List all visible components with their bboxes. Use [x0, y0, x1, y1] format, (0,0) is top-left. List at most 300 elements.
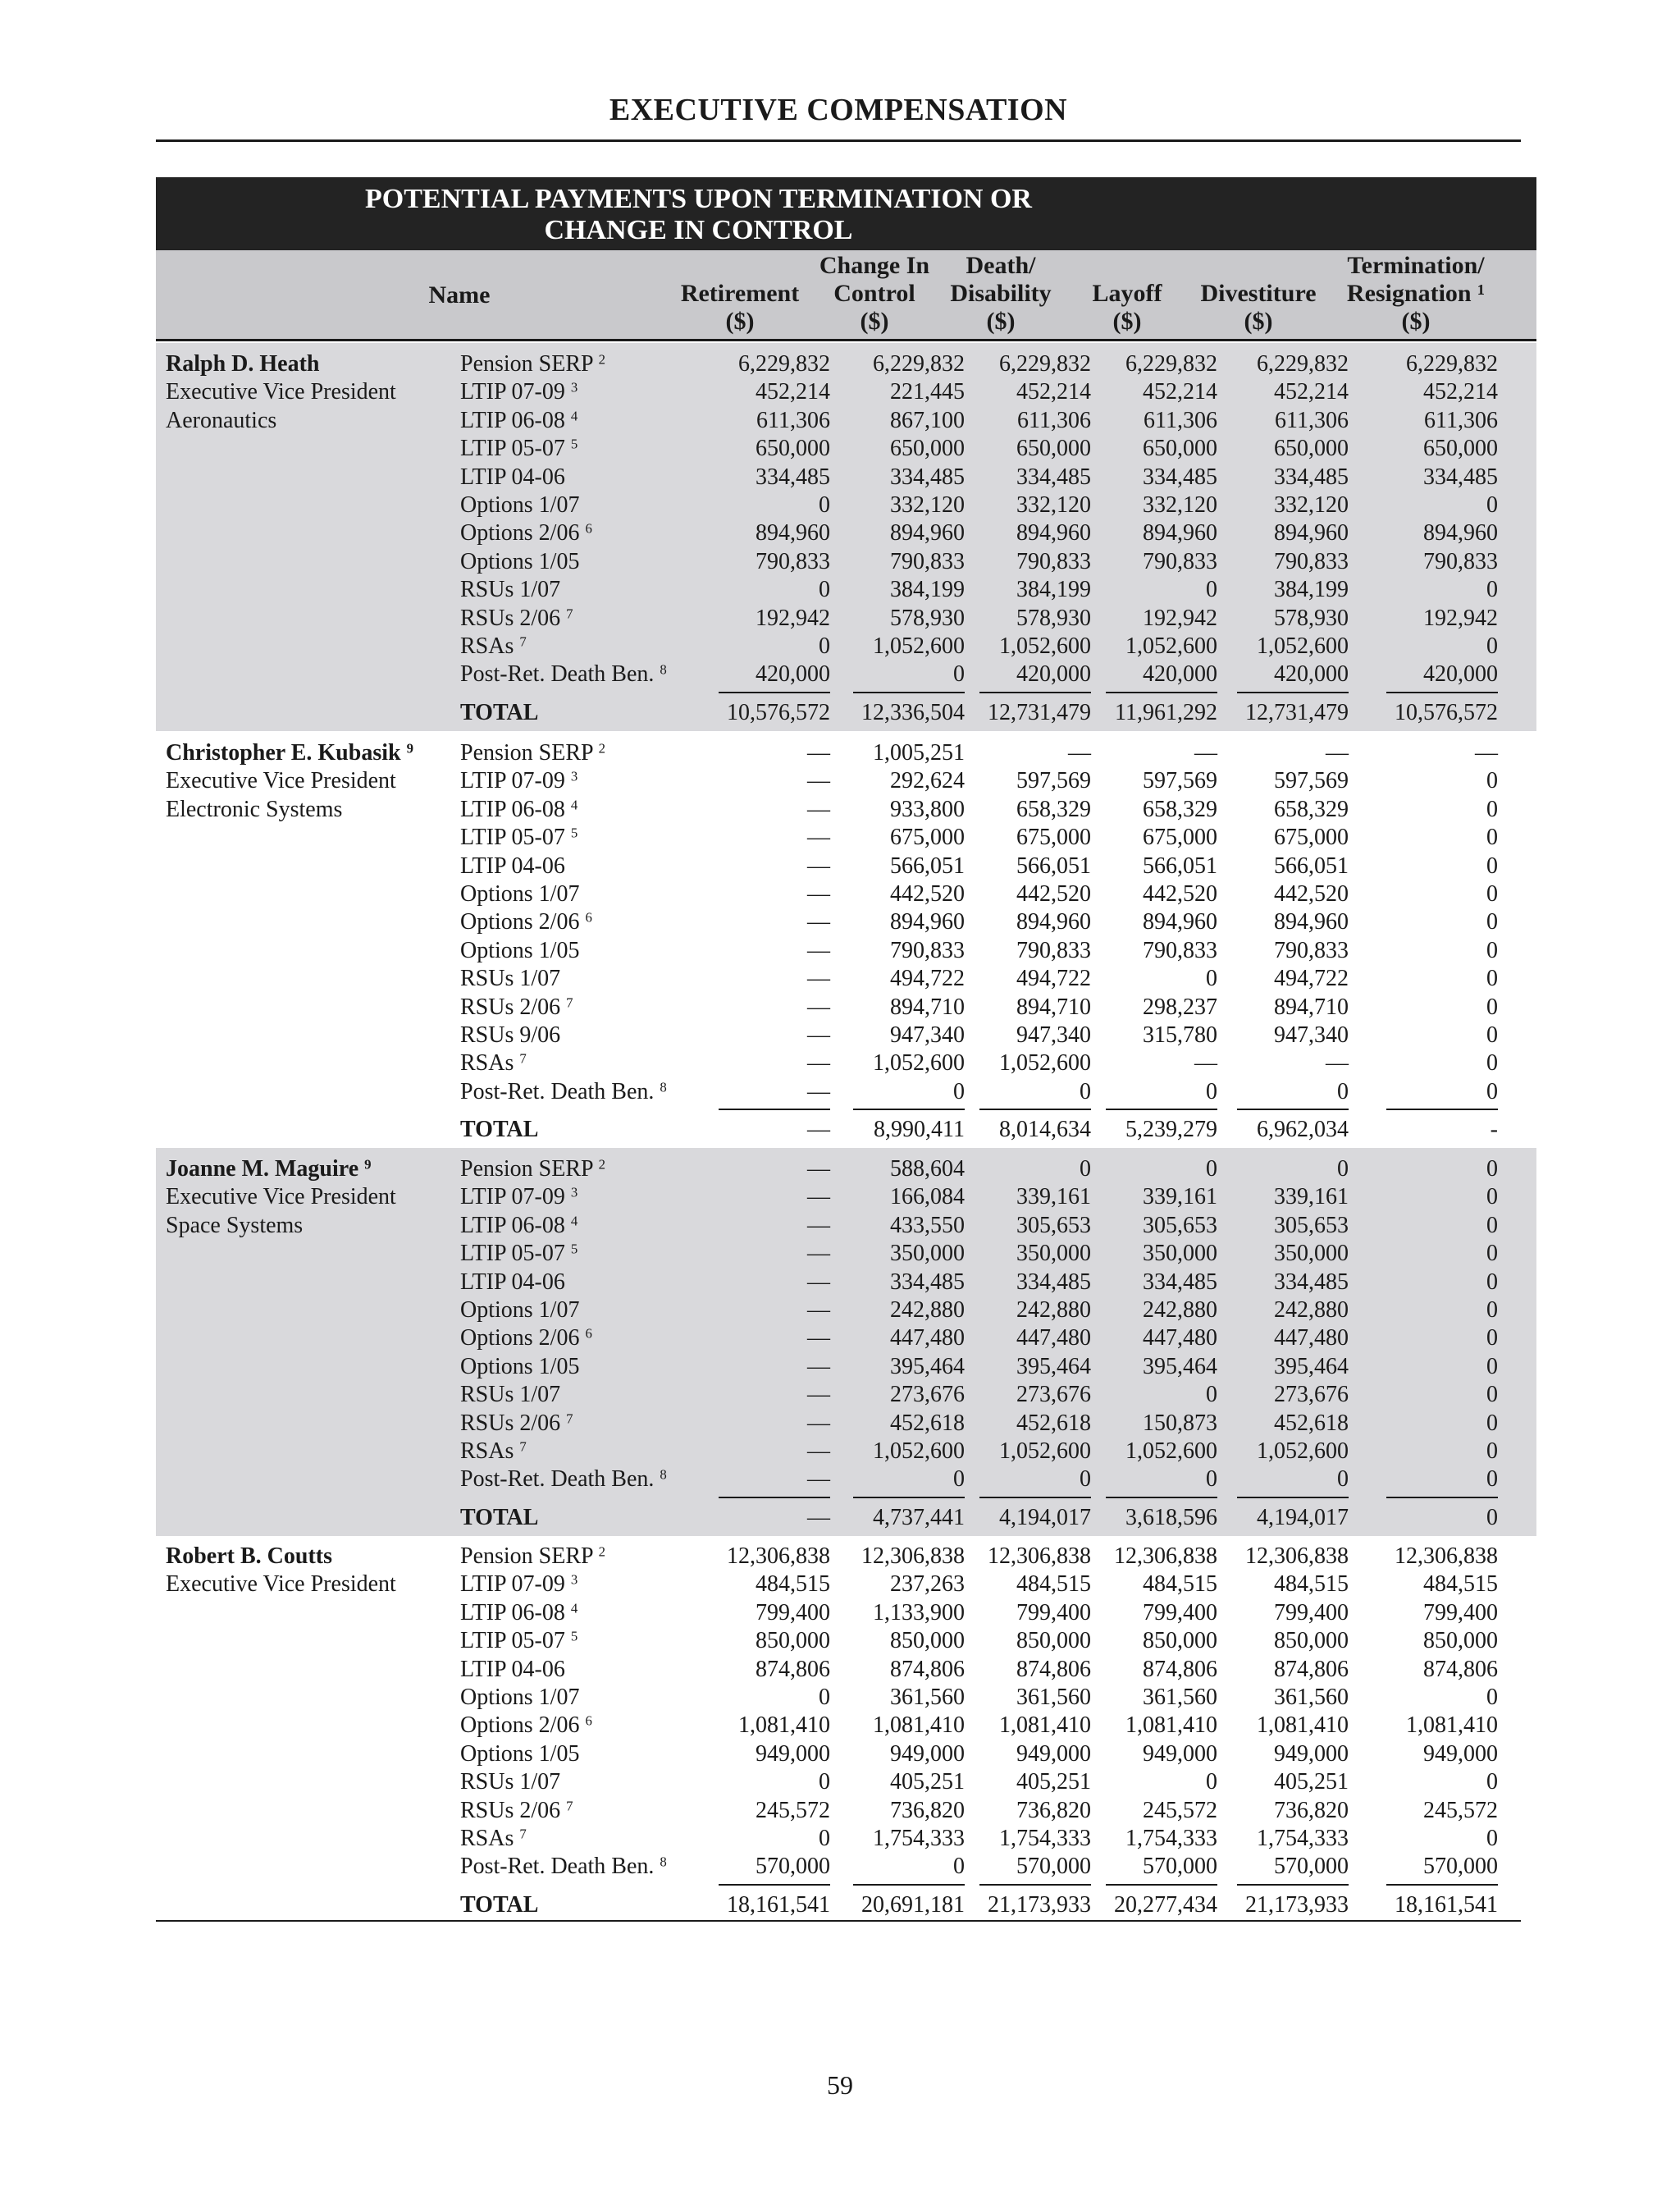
value-cell: — — [807, 909, 830, 935]
value-cell: 339,161 — [1274, 1184, 1349, 1210]
value-cell: 949,000 — [756, 1740, 830, 1767]
value-cell: 0 — [1486, 1438, 1498, 1464]
value-cell: 305,653 — [1274, 1212, 1349, 1238]
row-label — [460, 1741, 579, 1767]
value-cell: 0 — [1206, 1382, 1217, 1408]
value-cell: 334,485 — [1423, 464, 1498, 490]
value-cell: 850,000 — [1423, 1628, 1498, 1654]
value-cell: 658,329 — [1274, 796, 1349, 822]
value-cell: 452,618 — [1274, 1410, 1349, 1436]
footnote-marker: 8 — [660, 662, 667, 678]
value-cell: 0 — [1080, 1156, 1091, 1182]
total-value-cell: - — [1490, 1117, 1498, 1143]
value-cell: 334,485 — [1143, 1269, 1217, 1295]
total-label: TOTAL — [460, 1117, 539, 1143]
footnote-marker: 8 — [660, 1467, 667, 1483]
value-cell: 442,520 — [1274, 881, 1349, 907]
row-label-text: LTIP 05-07 — [460, 1628, 565, 1654]
row-label — [460, 1269, 565, 1296]
value-cell: 305,653 — [1016, 1212, 1091, 1238]
row-label — [460, 1297, 579, 1324]
value-cell: 949,000 — [1016, 1740, 1091, 1767]
row-label-text: Options 1/07 — [460, 492, 580, 518]
value-cell: 850,000 — [1274, 1628, 1349, 1654]
value-cell: — — [807, 1022, 830, 1048]
footnote-marker: 5 — [570, 436, 578, 452]
value-cell: 611,306 — [1144, 407, 1217, 433]
value-cell: 315,780 — [1143, 1022, 1217, 1048]
row-label-text: Options 2/06 — [460, 909, 580, 935]
subtotal-underline — [719, 692, 830, 693]
value-cell: 790,833 — [1016, 937, 1091, 963]
value-cell: 6,229,832 — [738, 351, 830, 377]
value-cell: 736,820 — [1016, 1797, 1091, 1823]
value-cell: 894,960 — [756, 520, 830, 546]
value-cell: 0 — [1486, 1212, 1498, 1238]
value-cell: 658,329 — [1143, 796, 1217, 822]
value-cell: 1,081,410 — [999, 1712, 1091, 1739]
value-cell: 790,833 — [890, 548, 965, 574]
value-cell: 0 — [1486, 577, 1498, 603]
value-cell: — — [807, 1050, 830, 1077]
table-header — [156, 250, 1536, 339]
value-cell: 1,052,600 — [873, 1050, 965, 1077]
value-cell: 12,306,838 — [1114, 1543, 1217, 1569]
value-cell: 494,722 — [1016, 966, 1091, 992]
row-label-text: LTIP 04-06 — [460, 853, 565, 879]
row-label — [460, 1022, 560, 1049]
value-cell: 0 — [819, 1685, 830, 1710]
row-label — [460, 994, 573, 1021]
row-label — [460, 1410, 573, 1437]
value-cell: 0 — [1206, 1466, 1217, 1493]
row-label-text: Pension SERP — [460, 740, 593, 766]
column-header-3: Death/ Disability ($) — [950, 252, 1052, 335]
value-cell: 350,000 — [1016, 1241, 1091, 1267]
value-cell: 447,480 — [1274, 1325, 1349, 1351]
value-cell: 894,710 — [890, 994, 965, 1020]
executive-name-text: Joanne M. Maguire — [166, 1156, 359, 1182]
row-label — [460, 351, 605, 377]
value-cell: 874,806 — [1016, 1656, 1091, 1682]
row-label — [460, 768, 578, 794]
value-cell: 874,806 — [1423, 1656, 1498, 1682]
value-cell: 273,676 — [1274, 1382, 1349, 1408]
value-cell: 0 — [1206, 966, 1217, 992]
footnote-marker: 6 — [585, 521, 592, 537]
value-cell: 874,806 — [1143, 1656, 1217, 1682]
value-cell: 1,052,600 — [873, 1438, 965, 1464]
total-value-cell: — — [807, 1117, 830, 1143]
executive-name-text: Christopher E. Kubasik — [166, 740, 401, 766]
row-label — [460, 740, 605, 766]
row-label — [460, 881, 579, 908]
value-cell: 874,806 — [890, 1656, 965, 1682]
footnote-marker: 8 — [660, 1079, 667, 1095]
value-cell: 0 — [1486, 1241, 1498, 1267]
row-label-text: RSUs 9/06 — [460, 1022, 561, 1048]
value-cell: 242,880 — [1143, 1297, 1217, 1323]
row-label — [460, 1685, 579, 1711]
total-value-cell: 0 — [1486, 1504, 1498, 1530]
value-cell: 405,251 — [1016, 1769, 1091, 1795]
value-cell: 650,000 — [1143, 436, 1217, 462]
row-label-text: LTIP 05-07 — [460, 1241, 565, 1267]
value-cell: 12,306,838 — [861, 1543, 965, 1569]
executive-name — [166, 1156, 372, 1182]
executive-title: Executive Vice President — [166, 768, 396, 794]
column-header-4: Layoff ($) — [1092, 280, 1162, 335]
value-cell: 933,800 — [890, 796, 965, 822]
value-cell: 452,214 — [1016, 379, 1091, 405]
value-cell: 850,000 — [1016, 1628, 1091, 1654]
value-cell: 0 — [1486, 796, 1498, 822]
value-cell: 949,000 — [1143, 1740, 1217, 1767]
value-cell: 0 — [1206, 1769, 1217, 1795]
value-cell: 790,833 — [1143, 548, 1217, 574]
value-cell: 452,618 — [890, 1410, 965, 1436]
footnote-marker: 4 — [570, 408, 578, 424]
value-cell: — — [807, 966, 830, 992]
value-cell: 395,464 — [1016, 1353, 1091, 1379]
row-label-text: LTIP 06-08 — [460, 1212, 565, 1238]
value-cell: 292,624 — [890, 768, 965, 794]
value-cell: 237,263 — [890, 1571, 965, 1598]
value-cell: 420,000 — [1016, 661, 1091, 688]
value-cell: 0 — [1206, 1156, 1217, 1182]
value-cell: 350,000 — [890, 1241, 965, 1267]
value-cell: 566,051 — [1274, 853, 1349, 879]
value-cell: 894,960 — [1274, 520, 1349, 546]
value-cell: 0 — [1486, 1826, 1498, 1851]
total-value-cell: 12,731,479 — [1245, 699, 1349, 725]
total-value-cell: 4,194,017 — [999, 1504, 1091, 1530]
row-label — [460, 1769, 560, 1795]
value-cell: 0 — [1486, 1382, 1498, 1408]
value-cell: 650,000 — [1423, 436, 1498, 462]
value-cell: 1,081,410 — [738, 1712, 830, 1739]
value-cell: 420,000 — [756, 661, 830, 688]
row-label — [460, 436, 578, 462]
value-cell: 442,520 — [1016, 881, 1091, 907]
value-cell: 361,560 — [890, 1685, 965, 1710]
row-label — [460, 464, 565, 491]
value-cell: 334,485 — [890, 464, 965, 490]
total-value-cell: 18,161,541 — [727, 1891, 830, 1918]
row-label — [460, 1826, 527, 1852]
value-cell: — — [807, 1184, 830, 1210]
value-cell: 0 — [1080, 1078, 1091, 1104]
value-cell: 566,051 — [1143, 853, 1217, 879]
value-cell: 245,572 — [756, 1797, 830, 1823]
value-cell: 0 — [1486, 1466, 1498, 1493]
value-cell: 12,306,838 — [988, 1543, 1091, 1569]
value-cell: 0 — [1337, 1466, 1349, 1493]
value-cell: 611,306 — [1424, 407, 1498, 433]
value-cell: 894,710 — [1016, 994, 1091, 1020]
column-header-6: Termination/ Resignation ¹ ($) — [1346, 252, 1486, 335]
row-label-text: RSUs 1/07 — [460, 1382, 561, 1408]
value-cell: 650,000 — [890, 436, 965, 462]
value-cell: 736,820 — [1274, 1797, 1349, 1823]
value-cell: 894,960 — [1143, 520, 1217, 546]
footnote-marker: 7 — [519, 1438, 527, 1455]
value-cell: — — [807, 796, 830, 822]
value-cell: 0 — [1486, 1410, 1498, 1436]
value-cell: 0 — [1080, 1466, 1091, 1493]
value-cell: 298,237 — [1143, 994, 1217, 1020]
footnote-marker: 3 — [570, 1185, 578, 1200]
footnote-marker: 7 — [566, 1798, 573, 1814]
row-label — [460, 1600, 578, 1626]
value-cell: 273,676 — [890, 1382, 965, 1408]
value-cell: 0 — [819, 492, 830, 518]
value-cell: 361,560 — [1274, 1685, 1349, 1710]
total-value-cell: — — [807, 1504, 830, 1530]
footnote-marker: 2 — [598, 740, 605, 757]
value-cell: 736,820 — [890, 1797, 965, 1823]
footnote-marker: 7 — [566, 606, 573, 622]
row-label — [460, 1241, 578, 1267]
row-label — [460, 520, 592, 546]
row-label-text: Options 1/05 — [460, 1353, 580, 1379]
row-label-text: Post-Ret. Death Ben. — [460, 1466, 655, 1493]
value-cell: — — [1194, 1050, 1217, 1077]
footnote-marker: 3 — [570, 380, 578, 395]
value-cell: 949,000 — [890, 1740, 965, 1767]
footnote-marker: 3 — [570, 1572, 578, 1588]
value-cell: 420,000 — [1274, 661, 1349, 688]
value-cell: 0 — [1206, 1078, 1217, 1104]
footnote-marker: 7 — [519, 1826, 527, 1842]
subtotal-underline — [853, 692, 965, 693]
value-cell: 0 — [1486, 1184, 1498, 1210]
row-label-text: RSUs 2/06 — [460, 994, 561, 1020]
value-cell: 1,754,333 — [1125, 1826, 1217, 1851]
table-bottom-divider — [156, 1920, 1521, 1922]
row-label-text: Pension SERP — [460, 351, 593, 377]
value-cell: 597,569 — [1274, 768, 1349, 794]
value-cell: 0 — [1486, 1769, 1498, 1795]
value-cell: 334,485 — [890, 1269, 965, 1295]
value-cell: 384,199 — [1016, 577, 1091, 603]
value-cell: 1,052,600 — [1125, 633, 1217, 659]
value-cell: 332,120 — [1143, 492, 1217, 518]
total-value-cell: 20,691,181 — [861, 1891, 965, 1918]
footnote-marker: 4 — [570, 1213, 578, 1229]
value-cell: — — [807, 1078, 830, 1104]
value-cell: 6,229,832 — [1406, 351, 1498, 377]
row-label — [460, 1325, 592, 1351]
row-label — [460, 1382, 560, 1408]
value-cell: 790,833 — [1274, 937, 1349, 963]
row-label-text: LTIP 04-06 — [460, 464, 565, 490]
footnote-marker: 6 — [585, 1713, 592, 1729]
table-title-banner — [156, 177, 1536, 250]
row-label-text: RSAs — [460, 633, 514, 659]
total-value-cell: 10,576,572 — [1395, 699, 1498, 725]
value-cell: 221,445 — [890, 379, 965, 405]
value-cell: 0 — [1206, 577, 1217, 603]
value-cell: 0 — [1486, 1022, 1498, 1048]
executive-title: Executive Vice President — [166, 1571, 396, 1598]
footnote-marker: 7 — [566, 994, 573, 1011]
value-cell: 384,199 — [890, 577, 965, 603]
executive-name — [166, 740, 413, 766]
value-cell: 949,000 — [1423, 1740, 1498, 1767]
value-cell: 242,880 — [1274, 1297, 1349, 1323]
subtotal-underline — [1106, 1884, 1217, 1886]
row-label-text: RSUs 2/06 — [460, 605, 561, 631]
row-label-text: RSUs 2/06 — [460, 1797, 561, 1823]
value-cell: 1,052,600 — [999, 1438, 1091, 1464]
value-cell: 894,960 — [1423, 520, 1498, 546]
row-label — [460, 549, 579, 575]
value-cell: 452,214 — [756, 379, 830, 405]
value-cell: 166,084 — [890, 1184, 965, 1210]
value-cell: 1,081,410 — [873, 1712, 965, 1739]
row-label-text: Options 1/05 — [460, 937, 580, 963]
value-cell: — — [807, 1269, 830, 1295]
value-cell: 447,480 — [890, 1325, 965, 1351]
value-cell: 790,833 — [756, 548, 830, 574]
footnote-marker: 2 — [598, 351, 605, 368]
executive-name-text: Robert B. Coutts — [166, 1543, 332, 1569]
value-cell: — — [1194, 740, 1217, 766]
row-label — [460, 661, 667, 688]
row-label-text: Options 1/05 — [460, 1740, 580, 1767]
column-header-2: Change In Control ($) — [819, 252, 930, 335]
value-cell: 452,214 — [1143, 379, 1217, 405]
subtotal-underline — [1106, 692, 1217, 693]
value-cell: 192,942 — [756, 605, 830, 631]
value-cell: — — [1326, 740, 1349, 766]
value-cell: 894,960 — [890, 520, 965, 546]
value-cell: 334,485 — [1274, 1269, 1349, 1295]
value-cell: 650,000 — [1016, 436, 1091, 462]
value-cell: 790,833 — [1274, 548, 1349, 574]
value-cell: 242,880 — [1016, 1297, 1091, 1323]
value-cell: 0 — [953, 1854, 965, 1880]
value-cell: 1,052,600 — [1257, 633, 1349, 659]
value-cell: 894,960 — [890, 909, 965, 935]
value-cell: 484,515 — [1143, 1571, 1217, 1598]
value-cell: 570,000 — [756, 1854, 830, 1880]
column-header-5: Divestiture ($) — [1200, 280, 1317, 335]
row-label-text: Pension SERP — [460, 1156, 593, 1182]
value-cell: 150,873 — [1143, 1410, 1217, 1436]
value-cell: 0 — [1486, 1685, 1498, 1710]
row-label-text: LTIP 07-09 — [460, 379, 565, 405]
row-label-text: LTIP 06-08 — [460, 796, 565, 822]
row-label-text: Post-Ret. Death Ben. — [460, 1078, 655, 1104]
value-cell: 1,052,600 — [873, 633, 965, 659]
page-title: EXECUTIVE COMPENSATION — [609, 93, 1068, 127]
footnote-marker: 5 — [570, 1241, 578, 1257]
value-cell: 0 — [1486, 633, 1498, 659]
footnote-marker: 6 — [585, 910, 592, 926]
value-cell: 790,833 — [1423, 548, 1498, 574]
subtotal-underline — [853, 1109, 965, 1110]
executive-name — [166, 1543, 332, 1570]
value-cell: — — [807, 1325, 830, 1351]
value-cell: 1,052,600 — [1257, 1438, 1349, 1464]
subtotal-underline — [853, 1497, 965, 1498]
total-value-cell: 8,014,634 — [999, 1117, 1091, 1143]
row-label-text: RSUs 1/07 — [460, 966, 561, 992]
value-cell: 332,120 — [1016, 492, 1091, 518]
value-cell: 192,942 — [1143, 605, 1217, 631]
footnote-marker: 8 — [660, 1854, 667, 1870]
value-cell: 0 — [1486, 853, 1498, 879]
value-cell: 0 — [1486, 1269, 1498, 1295]
row-label — [460, 909, 592, 935]
row-label — [460, 1628, 578, 1654]
value-cell: — — [807, 1241, 830, 1267]
row-label — [460, 853, 565, 880]
row-label-text: Options 2/06 — [460, 520, 580, 546]
value-cell: 0 — [819, 577, 830, 603]
value-cell: 334,485 — [1274, 464, 1349, 490]
row-label-text: Options 2/06 — [460, 1712, 580, 1739]
value-cell: 894,960 — [1016, 520, 1091, 546]
value-cell: — — [807, 1382, 830, 1408]
row-label — [460, 1079, 667, 1105]
footnote-marker: 5 — [570, 1628, 578, 1644]
subtotal-underline — [1386, 692, 1498, 693]
subtotal-underline — [979, 1884, 1091, 1886]
value-cell: 1,052,600 — [999, 1050, 1091, 1077]
value-cell: 334,485 — [1016, 464, 1091, 490]
value-cell: 597,569 — [1016, 768, 1091, 794]
value-cell: 395,464 — [890, 1353, 965, 1379]
value-cell: — — [807, 881, 830, 907]
footnote-marker: 7 — [519, 633, 527, 650]
total-value-cell: 12,731,479 — [988, 699, 1091, 725]
value-cell: 588,604 — [890, 1156, 965, 1182]
row-label-text: Pension SERP — [460, 1543, 593, 1569]
subtotal-underline — [719, 1497, 830, 1498]
value-cell: 1,754,333 — [873, 1826, 965, 1851]
row-label — [460, 1354, 579, 1380]
value-cell: 494,722 — [890, 966, 965, 992]
value-cell: 0 — [1486, 937, 1498, 963]
value-cell: 799,400 — [1016, 1599, 1091, 1625]
total-label: TOTAL — [460, 1504, 539, 1530]
row-label — [460, 1571, 578, 1598]
value-cell: 334,485 — [1143, 464, 1217, 490]
footnote-marker: 2 — [598, 1543, 605, 1560]
total-value-cell: 4,194,017 — [1257, 1504, 1349, 1530]
value-cell: 420,000 — [1423, 661, 1498, 688]
row-label — [460, 1466, 667, 1493]
value-cell: 361,560 — [1016, 1685, 1091, 1710]
footnote-marker: 9 — [406, 740, 413, 757]
subtotal-underline — [1237, 692, 1349, 693]
row-label-text: LTIP 06-08 — [460, 1599, 565, 1625]
subtotal-underline — [979, 692, 1091, 693]
value-cell: 949,000 — [1274, 1740, 1349, 1767]
value-cell: — — [807, 825, 830, 851]
row-label — [460, 1712, 592, 1739]
value-cell: — — [807, 1353, 830, 1379]
value-cell: 0 — [1486, 1325, 1498, 1351]
row-label-text: LTIP 07-09 — [460, 768, 565, 794]
value-cell: 850,000 — [890, 1628, 965, 1654]
value-cell: 0 — [1486, 881, 1498, 907]
row-label — [460, 1798, 573, 1824]
value-cell: — — [807, 740, 830, 766]
